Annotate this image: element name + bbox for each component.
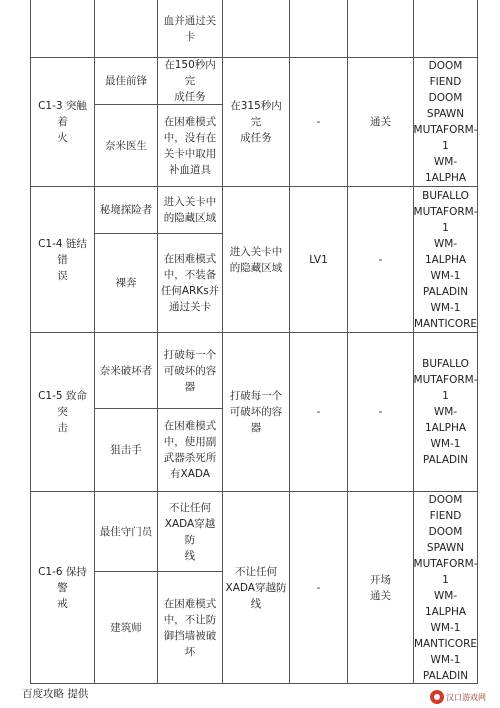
sub-name-cell: 裸奔 <box>115 277 137 289</box>
sub-cond-cell: 不让任何 XADA穿越防 线 <box>164 501 216 562</box>
sub-cond-cell: 在150秒内完 成任务 <box>164 59 216 103</box>
sub-cond-cell: 打破每一个 可破坏的容 器 <box>163 348 217 393</box>
sub-name-cell: 秘境探险者 <box>99 204 153 216</box>
stage-cell-c1-6: C1-6 保持警 戒 <box>38 565 87 610</box>
sub-name-cell: 建筑师 <box>110 621 142 634</box>
reward-cell: - <box>378 253 383 266</box>
main-cond-cell: 不让任何 XADA穿越防 线 <box>225 565 287 610</box>
sub-cond-cell: 在困难模式 中，不装备 任何ARKs并 通过关卡 <box>160 253 220 313</box>
level-cell: LV1 <box>309 253 328 266</box>
watermark-logo <box>430 686 500 708</box>
sub-name-cell: 最佳前锋 <box>105 75 147 87</box>
units-cell: DOOM FIEND DOOM SPAWN MUTAFORM- 1 WM-1ALPHA <box>413 60 478 184</box>
units-cell: BUFALLO MUTAFORM- 1 WM-1ALPHA WM-1 PALADIN <box>413 358 478 466</box>
sub-cond-cell: 进入关卡中 的隐藏区域 <box>163 196 217 224</box>
stage-cell-c1-4: C1-4 链结错 误 <box>38 237 87 282</box>
main-cond-cell: 进入关卡中 的隐藏区域 <box>229 245 283 274</box>
main-cond-cell: 打破每一个 可破坏的容 器 <box>229 390 283 434</box>
sub-cond-cell: 在困难模式 中，不让防 御挡墙被破 坏 <box>163 597 217 658</box>
source-credit: 百度攻略 提供 <box>22 688 89 700</box>
sub-cond-cell: 在困难模式 中，没有在 关卡中取用 补血道具 <box>163 115 217 176</box>
sub-cond-cell: 在困难模式 中，使用副 武器杀死所 有XADA <box>163 420 217 480</box>
stage-cell-c1-5: C1-5 致命突 击 <box>38 390 87 434</box>
cond-cell-top: 血并通过关 卡 <box>163 14 217 43</box>
sub-name-cell: 奈米医生 <box>105 139 147 152</box>
main-cond-cell: 在315秒内完 成任务 <box>230 100 282 144</box>
sub-name-cell: 最佳守门员 <box>99 525 153 538</box>
sub-name-cell: 奈米破坏者 <box>99 364 153 377</box>
reward-cell: - <box>378 406 383 418</box>
watermark-text: 汉口游戏网 <box>446 692 486 702</box>
stage-cell-c1-3: C1-3 突触着 火 <box>38 100 87 144</box>
reward-cell: 开场 通关 <box>370 573 391 602</box>
level-cell: - <box>316 581 321 594</box>
reward-cell: 通关 <box>370 116 391 128</box>
logo-icon <box>430 690 444 704</box>
units-cell: BUFALLO MUTAFORM- 1 WM-1ALPHA WM-1 PALADIN WM-1 MANTICORE <box>413 189 478 330</box>
level-cell: - <box>316 406 321 418</box>
units-cell: DOOM FIEND DOOM SPAWN MUTAFORM- 1 WM-1ALPHA WM-1 MANTICORE WM-1 PALADIN <box>413 493 478 682</box>
sub-name-cell: 狙击手 <box>110 444 142 456</box>
level-cell: - <box>316 116 321 128</box>
